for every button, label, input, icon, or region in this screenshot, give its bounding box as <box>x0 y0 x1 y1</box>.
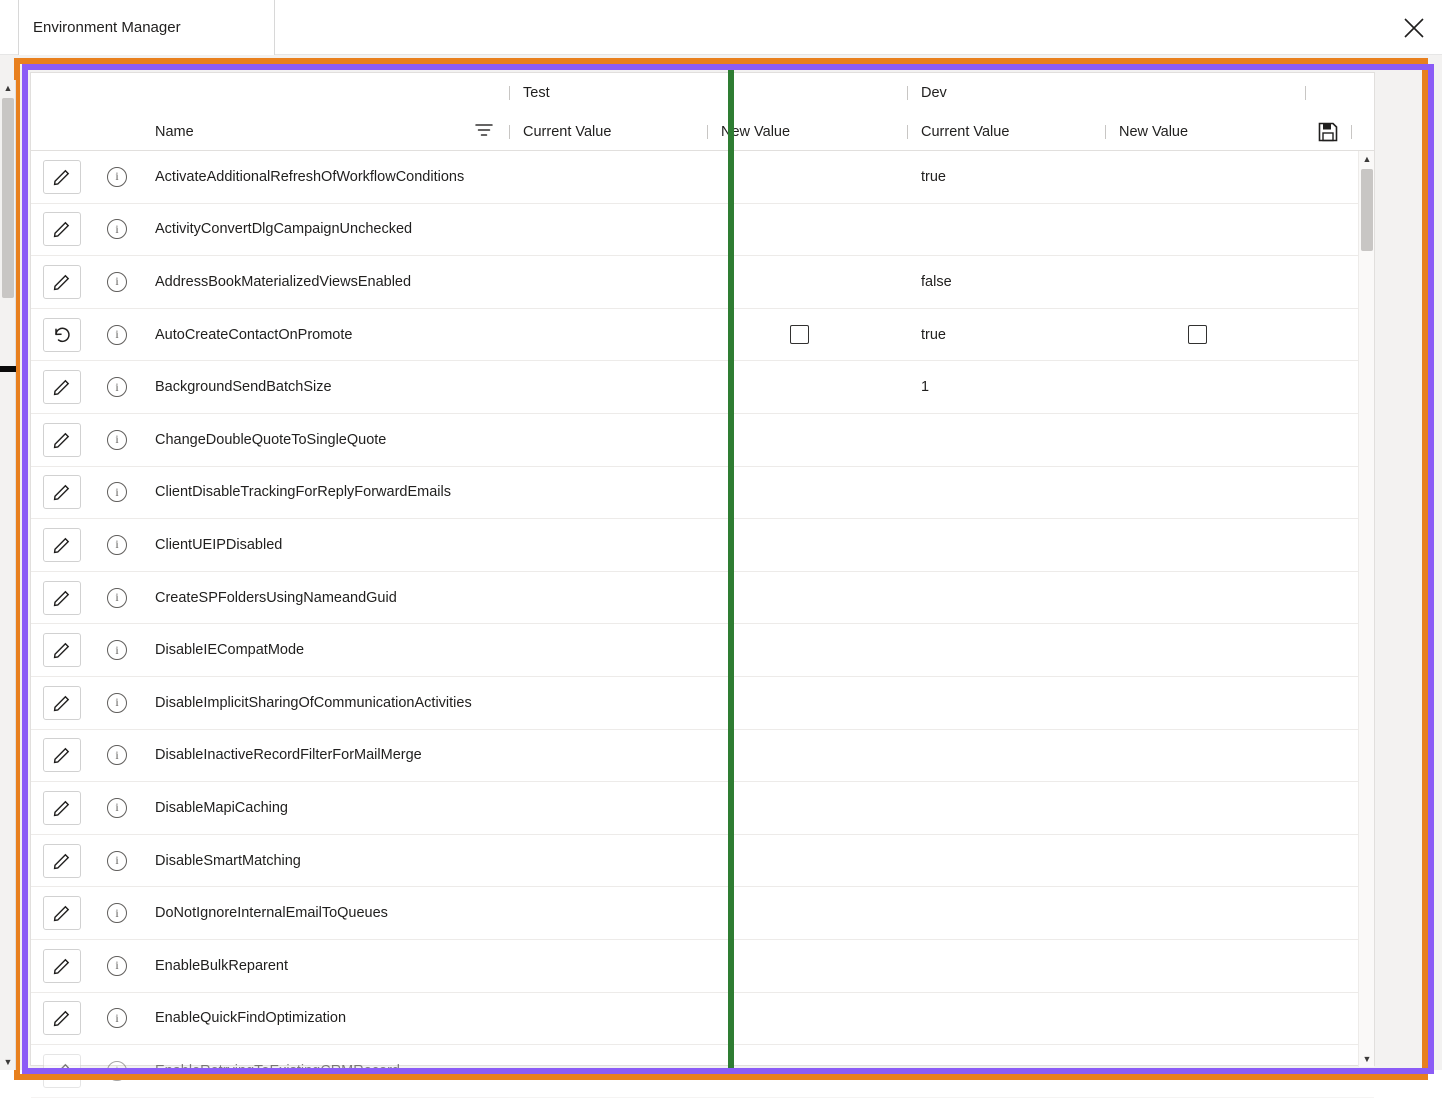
row-dev-current-value[interactable] <box>907 624 1105 676</box>
row-dev-current-value[interactable] <box>907 940 1105 992</box>
pencil-icon[interactable] <box>43 581 81 615</box>
row-save-cell <box>1305 1045 1351 1097</box>
row-test-current-value[interactable] <box>509 624 707 676</box>
row-name: EnableBulkReparent <box>155 957 289 974</box>
row-edit-button[interactable] <box>31 887 93 939</box>
row-test-new-value[interactable] <box>707 835 907 887</box>
column-header-test-new-label: New Value <box>721 123 791 140</box>
column-header-name[interactable] <box>141 113 509 150</box>
save-button[interactable] <box>1305 113 1351 150</box>
row-info-button[interactable] <box>93 256 141 308</box>
table-row[interactable] <box>31 782 1374 835</box>
row-info-button[interactable] <box>93 993 141 1045</box>
row-info-button[interactable] <box>93 361 141 413</box>
table-row[interactable] <box>31 730 1374 783</box>
row-dev-current-value[interactable] <box>907 414 1105 466</box>
group-header-tail <box>1305 73 1330 112</box>
group-header-test-label: Test <box>523 84 550 101</box>
pencil-icon[interactable] <box>43 370 81 404</box>
row-dev-current-value[interactable] <box>907 993 1105 1045</box>
row-test-new-value[interactable] <box>707 361 907 413</box>
group-header-dev-label: Dev <box>921 84 947 101</box>
row-test-current-value[interactable] <box>509 256 707 308</box>
row-test-current-value[interactable] <box>509 572 707 624</box>
row-save-cell <box>1305 572 1351 624</box>
row-dev-current-value[interactable] <box>907 1045 1105 1097</box>
page-scroll-down-arrow[interactable]: ▼ <box>3 1057 13 1067</box>
row-info-button[interactable] <box>93 204 141 256</box>
grid-scrollbar[interactable] <box>1358 151 1374 1067</box>
table-row[interactable] <box>31 572 1374 625</box>
row-name: ClientUEIPDisabled <box>155 536 283 553</box>
table-row[interactable] <box>31 1045 1374 1098</box>
info-icon[interactable]: i <box>107 1061 127 1081</box>
row-dev-current-value[interactable] <box>907 467 1105 519</box>
info-icon[interactable]: i <box>107 903 127 923</box>
table-row[interactable] <box>31 835 1374 888</box>
table-row[interactable] <box>31 204 1374 257</box>
row-dev-current-value[interactable]: false <box>921 273 952 290</box>
info-icon[interactable]: i <box>107 535 127 555</box>
row-info-button[interactable] <box>93 151 141 203</box>
row-save-cell <box>1305 256 1351 308</box>
row-info-button[interactable] <box>93 309 141 361</box>
table-row[interactable] <box>31 677 1374 730</box>
row-test-new-value[interactable] <box>707 940 907 992</box>
table-row[interactable] <box>31 940 1374 993</box>
row-dev-current-value[interactable] <box>907 519 1105 571</box>
row-info-button[interactable] <box>93 887 141 939</box>
row-dev-new-value[interactable] <box>1105 782 1305 834</box>
row-edit-button[interactable] <box>31 204 93 256</box>
row-test-current-value[interactable] <box>509 151 707 203</box>
row-test-current-value[interactable] <box>509 414 707 466</box>
checkbox[interactable] <box>790 325 809 344</box>
row-info-button[interactable] <box>93 414 141 466</box>
pencil-icon[interactable] <box>43 1001 81 1035</box>
column-divider <box>907 86 908 100</box>
column-header-dev-current-value[interactable] <box>907 113 1105 150</box>
row-edit-button[interactable] <box>31 414 93 466</box>
row-dev-new-value[interactable] <box>1105 414 1305 466</box>
pencil-icon[interactable] <box>43 528 81 562</box>
settings-grid <box>30 72 1375 1079</box>
page-scroll-break <box>0 366 16 372</box>
row-dev-new-value[interactable] <box>1105 1045 1305 1097</box>
row-name: ChangeDoubleQuoteToSingleQuote <box>155 431 387 448</box>
row-edit-button[interactable] <box>31 151 93 203</box>
row-name: DoNotIgnoreInternalEmailToQueues <box>155 905 388 922</box>
row-save-cell <box>1305 782 1351 834</box>
row-dev-current-value[interactable] <box>907 835 1105 887</box>
pencil-icon[interactable] <box>43 896 81 930</box>
column-header-dev-new-label: New Value <box>1119 123 1189 140</box>
info-icon[interactable]: i <box>107 640 127 660</box>
row-name: ActivityConvertDlgCampaignUnchecked <box>155 221 413 238</box>
row-info-button[interactable] <box>93 835 141 887</box>
row-save-cell <box>1305 361 1351 413</box>
column-divider <box>1305 86 1306 100</box>
row-test-new-value[interactable] <box>707 151 907 203</box>
row-save-cell <box>1305 624 1351 676</box>
row-dev-new-value[interactable] <box>1105 835 1305 887</box>
table-row[interactable] <box>31 256 1374 309</box>
pencil-icon[interactable] <box>43 949 81 983</box>
row-test-current-value[interactable] <box>509 730 707 782</box>
row-info-button[interactable] <box>93 730 141 782</box>
row-name: DisableMapiCaching <box>155 799 288 816</box>
column-divider <box>707 125 708 139</box>
row-dev-new-value[interactable] <box>1105 572 1305 624</box>
row-edit-button[interactable] <box>31 782 93 834</box>
row-test-new-value[interactable] <box>707 887 907 939</box>
row-test-current-value[interactable] <box>509 519 707 571</box>
row-dev-new-value[interactable] <box>1105 256 1305 308</box>
info-icon[interactable]: i <box>107 798 127 818</box>
row-dev-current-value[interactable]: 1 <box>921 379 930 396</box>
row-edit-button[interactable] <box>31 993 93 1045</box>
group-header-dev <box>907 73 1305 112</box>
row-dev-new-value[interactable] <box>1105 204 1305 256</box>
row-test-new-value[interactable] <box>707 993 907 1045</box>
checkbox[interactable] <box>1188 325 1207 344</box>
row-name: DisableImplicitSharingOfCommunicationActivities <box>155 694 472 711</box>
column-header-test-current-value[interactable] <box>509 113 707 150</box>
row-edit-button[interactable] <box>31 309 93 361</box>
pencil-icon[interactable] <box>43 633 81 667</box>
row-name: AddressBookMaterializedViewsEnabled <box>155 273 412 290</box>
pencil-icon[interactable] <box>43 423 81 457</box>
row-save-cell <box>1305 677 1351 729</box>
row-test-new-value[interactable] <box>707 309 907 361</box>
info-icon[interactable]: i <box>107 956 127 976</box>
info-icon[interactable]: i <box>107 851 127 871</box>
row-test-current-value[interactable] <box>509 677 707 729</box>
grid-scroll-thumb[interactable] <box>1361 169 1373 251</box>
row-save-cell <box>1305 993 1351 1045</box>
table-row[interactable] <box>31 361 1374 414</box>
row-info-button[interactable] <box>93 624 141 676</box>
row-test-current-value[interactable] <box>509 782 707 834</box>
row-test-current-value[interactable] <box>509 1045 707 1097</box>
pencil-icon[interactable] <box>43 844 81 878</box>
table-row[interactable] <box>31 624 1374 677</box>
info-icon[interactable]: i <box>107 377 127 397</box>
row-dev-new-value[interactable] <box>1105 993 1305 1045</box>
row-test-new-value[interactable] <box>707 519 907 571</box>
info-icon[interactable]: i <box>107 167 127 187</box>
table-row[interactable] <box>31 309 1374 362</box>
row-test-new-value[interactable] <box>707 1045 907 1097</box>
info-icon[interactable]: i <box>107 219 127 239</box>
row-edit-button[interactable] <box>31 572 93 624</box>
row-info-button[interactable] <box>93 519 141 571</box>
pencil-icon[interactable] <box>43 475 81 509</box>
row-save-cell <box>1305 151 1351 203</box>
row-test-new-value[interactable] <box>707 782 907 834</box>
row-save-cell <box>1305 467 1351 519</box>
row-save-cell <box>1305 204 1351 256</box>
row-info-button[interactable] <box>93 782 141 834</box>
pencil-icon[interactable] <box>43 738 81 772</box>
column-header-test-new-value[interactable] <box>707 113 907 150</box>
row-edit-button[interactable] <box>31 624 93 676</box>
grid-group-header-row <box>31 73 1374 113</box>
row-test-new-value[interactable] <box>707 467 907 519</box>
column-header-tail <box>1351 113 1376 150</box>
column-header-info <box>93 113 141 150</box>
table-row[interactable] <box>31 993 1374 1046</box>
info-icon[interactable]: i <box>107 588 127 608</box>
info-icon[interactable]: i <box>107 745 127 765</box>
row-info-button[interactable] <box>93 677 141 729</box>
row-dev-current-value[interactable] <box>907 730 1105 782</box>
table-row[interactable] <box>31 887 1374 940</box>
grid-column-header-row <box>31 113 1374 151</box>
row-name: BackgroundSendBatchSize <box>155 379 332 396</box>
pencil-icon[interactable] <box>43 791 81 825</box>
row-edit-button[interactable] <box>31 677 93 729</box>
row-info-button[interactable] <box>93 467 141 519</box>
row-test-current-value[interactable] <box>509 887 707 939</box>
row-test-new-value[interactable] <box>707 730 907 782</box>
row-dev-current-value[interactable] <box>907 204 1105 256</box>
row-test-current-value[interactable] <box>509 835 707 887</box>
column-header-dev-new-value[interactable] <box>1105 113 1305 150</box>
column-divider <box>509 86 510 100</box>
info-icon[interactable]: i <box>107 272 127 292</box>
row-test-current-value[interactable] <box>509 467 707 519</box>
info-icon[interactable]: i <box>107 1008 127 1028</box>
group-header-test <box>509 73 907 112</box>
row-dev-new-value[interactable] <box>1105 309 1305 361</box>
row-test-current-value[interactable] <box>509 940 707 992</box>
title-bar <box>0 0 1442 55</box>
info-icon[interactable]: i <box>107 325 127 345</box>
row-save-cell <box>1305 940 1351 992</box>
row-dev-new-value[interactable] <box>1105 361 1305 413</box>
column-divider <box>907 125 908 139</box>
row-test-current-value[interactable] <box>509 993 707 1045</box>
row-name: CreateSPFoldersUsingNameandGuid <box>155 589 397 606</box>
row-name: AutoCreateContactOnPromote <box>155 326 353 343</box>
row-edit-button[interactable] <box>31 1045 93 1097</box>
table-row[interactable] <box>31 414 1374 467</box>
grid-scroll-down-arrow[interactable]: ▼ <box>1362 1054 1372 1064</box>
row-test-new-value[interactable] <box>707 256 907 308</box>
row-save-cell <box>1305 730 1351 782</box>
row-save-cell <box>1305 519 1351 571</box>
pencil-icon[interactable] <box>43 160 81 194</box>
table-row[interactable] <box>31 519 1374 572</box>
column-divider <box>1351 125 1352 139</box>
column-divider <box>1105 125 1106 139</box>
row-test-new-value[interactable] <box>707 204 907 256</box>
row-save-cell <box>1305 887 1351 939</box>
row-test-current-value[interactable] <box>509 204 707 256</box>
pencil-icon[interactable] <box>43 1054 81 1088</box>
row-dev-current-value[interactable]: true <box>921 168 946 185</box>
row-dev-new-value[interactable] <box>1105 624 1305 676</box>
column-header-name-label: Name <box>155 123 194 140</box>
row-name: DisableSmartMatching <box>155 852 301 869</box>
row-save-cell <box>1305 414 1351 466</box>
column-divider <box>509 125 510 139</box>
row-save-cell <box>1305 835 1351 887</box>
row-save-cell <box>1305 309 1351 361</box>
row-dev-new-value[interactable] <box>1105 940 1305 992</box>
pencil-icon[interactable] <box>43 212 81 246</box>
row-test-current-value[interactable] <box>509 309 707 361</box>
row-dev-current-value[interactable] <box>907 572 1105 624</box>
page-scrollbar[interactable] <box>0 80 16 1070</box>
table-row[interactable] <box>31 151 1374 204</box>
row-name: ActivateAdditionalRefreshOfWorkflowConditions <box>155 168 465 185</box>
info-icon[interactable]: i <box>107 693 127 713</box>
row-test-new-value[interactable] <box>707 677 907 729</box>
row-edit-button[interactable] <box>31 467 93 519</box>
row-name: DisableInactiveRecordFilterForMailMerge <box>155 747 422 764</box>
tab-environment-manager[interactable] <box>18 0 275 55</box>
row-info-button[interactable] <box>93 940 141 992</box>
info-icon[interactable]: i <box>107 430 127 450</box>
row-edit-button[interactable] <box>31 361 93 413</box>
row-dev-new-value[interactable] <box>1105 151 1305 203</box>
row-dev-current-value[interactable] <box>907 782 1105 834</box>
table-row[interactable] <box>31 467 1374 520</box>
row-name: EnableQuickFindOptimization <box>155 1010 347 1027</box>
row-dev-current-value[interactable] <box>907 677 1105 729</box>
row-info-button[interactable] <box>93 1045 141 1097</box>
row-edit-button[interactable] <box>31 940 93 992</box>
undo-icon[interactable] <box>43 318 81 352</box>
close-icon[interactable] <box>1396 10 1432 46</box>
row-test-new-value[interactable] <box>707 572 907 624</box>
row-dev-current-value[interactable]: true <box>921 326 946 343</box>
row-info-button[interactable] <box>93 572 141 624</box>
row-edit-button[interactable] <box>31 519 93 571</box>
row-name: EnableRetryingToExistingCRMRecord <box>155 1062 400 1079</box>
row-name: ClientDisableTrackingForReplyForwardEmails <box>155 484 451 501</box>
grid-rows <box>31 151 1374 1079</box>
pencil-icon[interactable] <box>43 686 81 720</box>
row-edit-button[interactable] <box>31 835 93 887</box>
group-header-blank <box>31 73 509 112</box>
grid-scroll-up-arrow[interactable]: ▲ <box>1362 154 1372 164</box>
row-name: DisableIECompatMode <box>155 642 305 659</box>
row-dev-new-value[interactable] <box>1105 519 1305 571</box>
page-scroll-thumb[interactable] <box>2 98 14 298</box>
row-dev-current-value[interactable] <box>907 887 1105 939</box>
save-icon <box>1317 121 1339 143</box>
row-edit-button[interactable] <box>31 730 93 782</box>
pencil-icon[interactable] <box>43 265 81 299</box>
row-test-new-value[interactable] <box>707 624 907 676</box>
row-dev-new-value[interactable] <box>1105 887 1305 939</box>
row-dev-new-value[interactable] <box>1105 730 1305 782</box>
row-edit-button[interactable] <box>31 256 93 308</box>
row-dev-new-value[interactable] <box>1105 677 1305 729</box>
tab-label: Environment Manager <box>33 19 181 36</box>
page-scroll-up-arrow[interactable]: ▲ <box>3 83 13 93</box>
row-test-current-value[interactable] <box>509 361 707 413</box>
row-dev-new-value[interactable] <box>1105 467 1305 519</box>
column-header-dev-current-label: Current Value <box>921 123 1010 140</box>
row-test-new-value[interactable] <box>707 414 907 466</box>
column-header-edit <box>31 113 93 150</box>
info-icon[interactable]: i <box>107 482 127 502</box>
column-header-test-current-label: Current Value <box>523 123 612 140</box>
filter-icon[interactable] <box>475 123 493 141</box>
